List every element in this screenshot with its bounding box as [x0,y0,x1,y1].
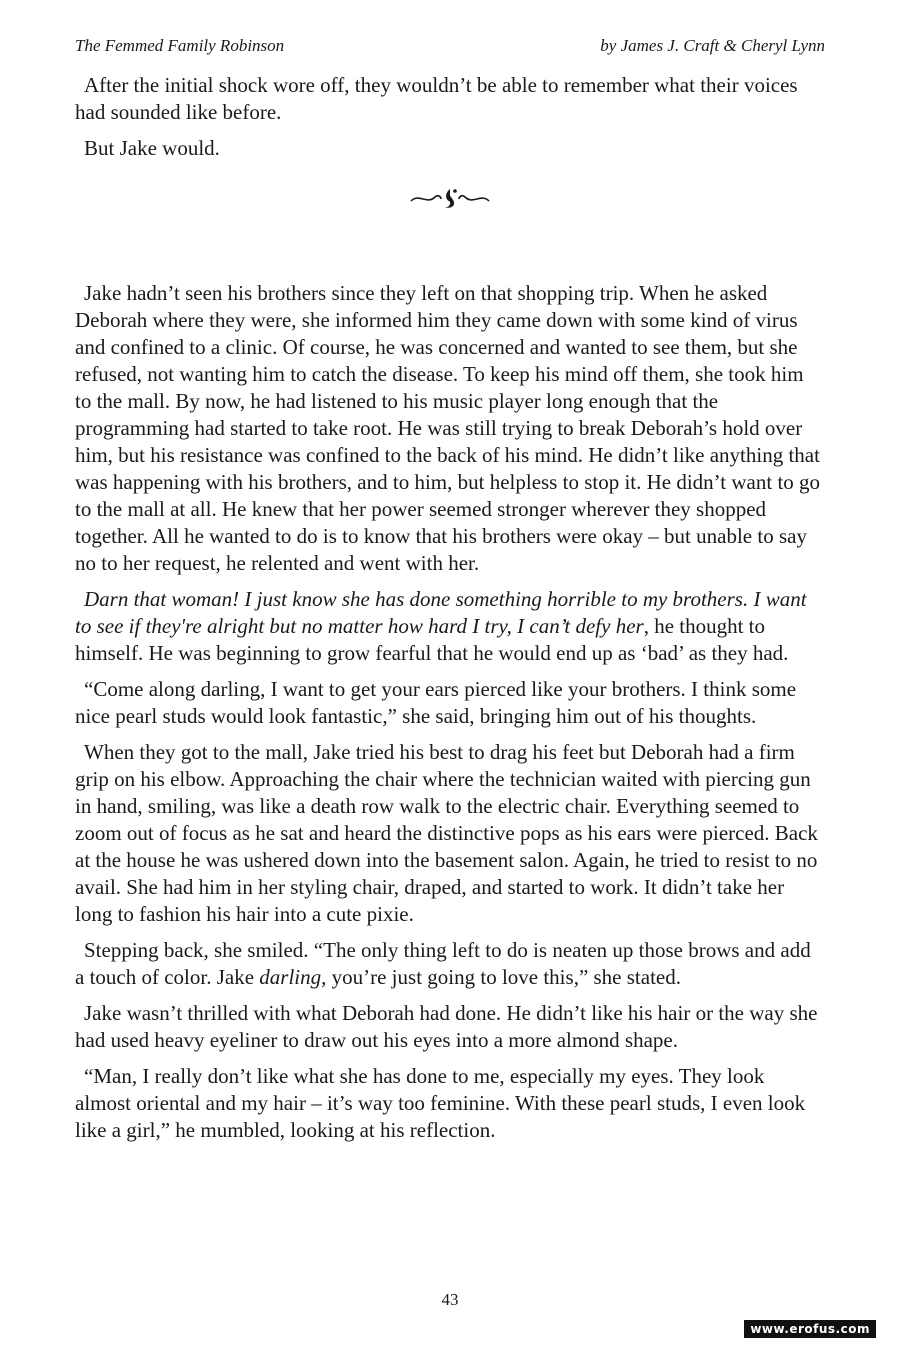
fleuron-ornament-icon [75,174,825,224]
paragraph: When they got to the mall, Jake tried his best to drag his feet but Deborah had a firm grip on his elbow. Approaching the chair where the technician waited with piercing gun in hand, smiling, was like a death row walk to the electric chair. Everything seemed to zoom out of focus as he sat and heard the distinctive pops as his ears were pierced. Back at the house he was ushered down into the basement salon. Again, he tried to resist to no avail. She had him in her styling chair, draped, and started to work. It didn’t take her long to fashion his hair into a cute pixie. [75,740,818,926]
running-header [75,36,825,58]
paragraph: “Man, I really don’t like what she has done to me, especially my eyes. They look almost oriental and my hair – it’s way too feminine. With these pearl studs, I even look like a girl,” he mumbled, looking at his reflection. [75,1064,806,1142]
paragraph: But Jake would. [84,136,220,160]
page-number: 43 [441,1290,459,1309]
paragraph: Jake wasn’t thrilled with what Deborah had done. He didn’t like his hair or the way she had used heavy eyeliner to draw out his eyes into a more almond shape. [75,1001,818,1052]
watermark: www.erofus.com [744,1320,876,1338]
paragraph: “Come along darling, I want to get your ears pierced like your brothers. I think some nice pearl studs would look fantastic,” she said, bringing him out of his thoughts. [75,677,797,728]
paragraph: Jake hadn’t seen his brothers since they left on that shopping trip. When he asked Deborah where they were, she informed him they came down with some kind of virus and confined to a clinic. Of course, he was concerned and wanted to see them, but she refused, not wanting him to catch the disease. To keep his mind off them, she took him to the mall. By now, he had listened to his music player long enough that the programming had started to take root. He was still trying to break Deborah’s hold over him, but his resistance was confined to the back of his mind. He didn’t like anything that was happening with his brothers, and to him, but helpless to stop it. He didn’t want to go to the mall at all. He knew that her power seemed stronger wherever they shopped together. All he wanted to do is to know that his brothers were okay – but unable to say no to her request, he relented and went with her. [75,281,821,575]
page-body [75,72,825,1153]
book-title: The Femmed Family Robinson [75,36,285,55]
emphasis-text: darling, [259,965,327,989]
paragraph: Stepping back, she smiled. “The only thing left to do is neaten up those brows and add a touch of color. Jake darling, you’re just going to love this,” she stated. [75,938,811,989]
paragraph: Darn that woman! I just know she has done something horrible to my brothers. I want to see if they're alright but no matter how hard I try, I can’t defy her, he thought to himself. He was beginning to grow fearful that he would end up as ‘bad’ as they had. [75,587,807,665]
paragraph: After the initial shock wore off, they wouldn’t be able to remember what their voices had sounded like before. [75,73,798,124]
inner-thought-text: Darn that woman! I just know she has done something horrible to my brothers. I want to see if they're alright but no matter how hard I try, I can’t defy her [75,587,807,638]
book-authors: by James J. Craft & Cheryl Lynn [600,36,825,55]
